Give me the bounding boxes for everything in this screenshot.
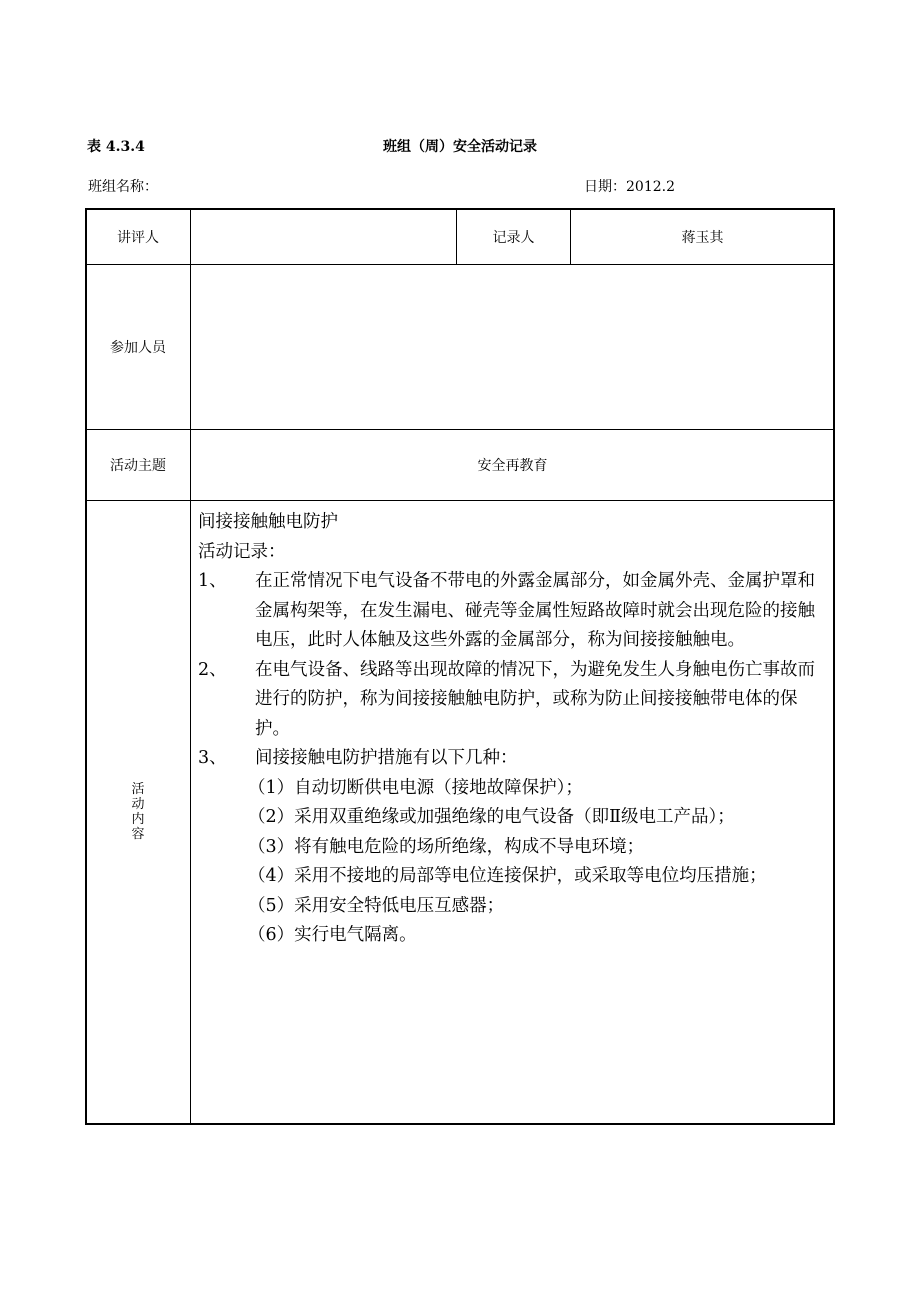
- content-label-char: 活: [131, 782, 145, 797]
- participants-value: [191, 265, 834, 429]
- measure-text: 采用不接地的局部等电位连接保护，或采取等电位均压措施；: [294, 866, 767, 886]
- theme-label: 活动主题: [110, 458, 166, 474]
- page-title: 班组（周）安全活动记录: [383, 139, 537, 155]
- content-label: [86, 501, 190, 1123]
- measure-item: [198, 833, 830, 863]
- recorder-value: 蒋玉其: [681, 229, 724, 246]
- measure-text: 自动切断供电电源（接地故障保护）；: [294, 777, 583, 798]
- commentator-label: 讲评人: [117, 229, 159, 246]
- participants-label: 参加人员: [110, 340, 166, 356]
- measure-item: [198, 921, 830, 951]
- item-text: 在正常情况下电气设备不带电的外露金属部分，如金属外壳、金属护罩和金属构架等，在发生漏电、碰壳等金属性短路故障时就会出现危险的接触电压，此时人体触及这些外露的金属部分，称为间接接触触电。: [255, 571, 815, 650]
- measure-item: [198, 892, 830, 922]
- measure-number: （1）: [248, 777, 295, 798]
- content-label-char: 动: [131, 797, 145, 812]
- list-item: [198, 567, 830, 656]
- list-item: [198, 744, 830, 774]
- recorder-label: 记录人: [492, 229, 535, 246]
- team-name-label: 班组名称：: [88, 179, 158, 195]
- measure-number: （3）: [248, 836, 295, 857]
- theme-value: 安全再教育: [477, 458, 548, 474]
- activity-content: [198, 508, 830, 951]
- item-number: 3、: [198, 748, 227, 768]
- table-number: 表 4.3.4: [87, 139, 145, 155]
- row-divider: [85, 500, 835, 501]
- measure-item: [198, 803, 830, 833]
- measure-text: 将有触电危险的场所绝缘，构成不导电环境；: [294, 836, 645, 857]
- item-text: 在电气设备、线路等出现故障的情况下，为避免发生人身触电伤亡事故而进行的防护，称为间接接触触电防护，或称为防止间接接触带电体的保护。: [255, 659, 815, 739]
- measure-item: [198, 774, 830, 804]
- measure-text: 实行电气隔离。: [294, 925, 417, 945]
- measure-item: [198, 862, 830, 892]
- measure-number: （2）: [248, 807, 295, 827]
- item-number: 2、: [198, 659, 227, 680]
- list-item: [198, 656, 830, 745]
- measure-number: （4）: [248, 866, 295, 886]
- content-heading: 间接接触触电防护: [198, 512, 338, 532]
- item-text: 间接接触电防护措施有以下几种：: [255, 748, 518, 768]
- item-number: 1、: [198, 571, 227, 591]
- date-label: 日期：2012.2: [584, 179, 675, 195]
- measure-number: （6）: [248, 925, 295, 945]
- record-label: 活动记录：: [198, 541, 286, 562]
- content-label-char: 容: [131, 827, 145, 842]
- content-label-char: 内: [131, 812, 145, 827]
- measure-number: （5）: [248, 895, 295, 916]
- measure-text: 采用双重绝缘或加强绝缘的电气设备（即Ⅱ级电工产品）；: [294, 807, 735, 827]
- measure-text: 采用安全特低电压互感器；: [294, 895, 505, 916]
- commentator-value: [191, 209, 456, 264]
